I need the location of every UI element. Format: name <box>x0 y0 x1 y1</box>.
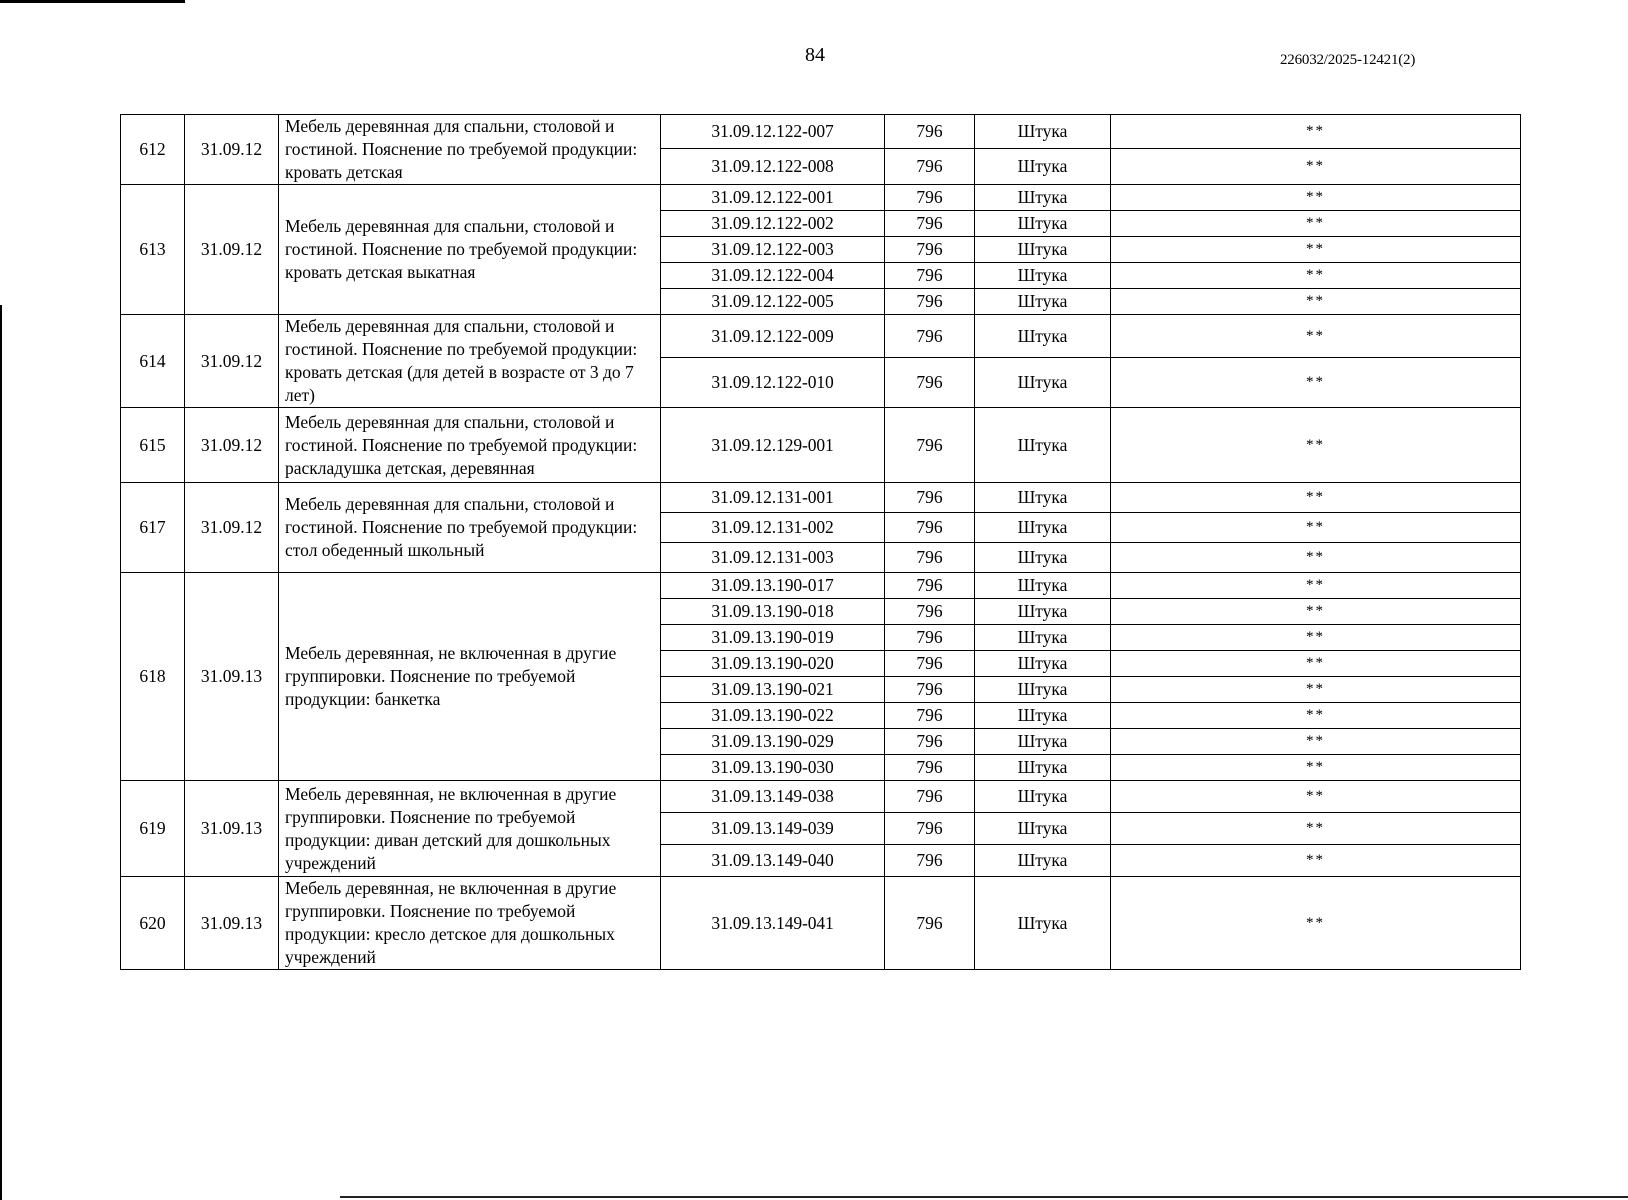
asterisk-mark-cell: ** <box>1111 263 1521 289</box>
okei-code-cell: 796 <box>885 677 975 703</box>
okei-code-cell: 796 <box>885 703 975 729</box>
asterisk-mark-cell: ** <box>1111 781 1521 813</box>
okei-code-cell: 796 <box>885 543 975 573</box>
product-catalog-table <box>120 114 1521 970</box>
table-row <box>121 315 1521 358</box>
okpd-code-cell: 31.09.12 <box>185 315 279 408</box>
product-description-cell: Мебель деревянная, не включенная в другие группировки. Пояснение по требуемой продукции: банкетка <box>279 573 661 781</box>
unit-name-cell: Штука <box>975 599 1111 625</box>
unit-name-cell: Штука <box>975 543 1111 573</box>
okei-code-cell: 796 <box>885 185 975 211</box>
okei-code-cell: 796 <box>885 358 975 408</box>
item-number-cell: 620 <box>121 877 185 970</box>
product-description-cell: Мебель деревянная для спальни, столовой и гостиной. Пояснение по требуемой продукции: кровать детская выкатная <box>279 185 661 315</box>
table-row <box>121 408 1521 483</box>
unit-name-cell: Штука <box>975 573 1111 599</box>
ktru-code-cell: 31.09.12.131-003 <box>661 543 885 573</box>
asterisk-mark-cell: ** <box>1111 149 1521 185</box>
asterisk-mark-cell: ** <box>1111 237 1521 263</box>
unit-name-cell: Штука <box>975 729 1111 755</box>
okei-code-cell: 796 <box>885 513 975 543</box>
ktru-code-cell: 31.09.13.149-038 <box>661 781 885 813</box>
asterisk-mark-cell: ** <box>1111 599 1521 625</box>
ktru-code-cell: 31.09.12.122-004 <box>661 263 885 289</box>
okei-code-cell: 796 <box>885 845 975 877</box>
asterisk-mark-cell: ** <box>1111 543 1521 573</box>
ktru-code-cell: 31.09.13.149-041 <box>661 877 885 970</box>
ktru-code-cell: 31.09.12.122-002 <box>661 211 885 237</box>
asterisk-mark-cell: ** <box>1111 315 1521 358</box>
unit-name-cell: Штука <box>975 483 1111 513</box>
scan-edge-mark-left <box>0 305 2 1200</box>
unit-name-cell: Штука <box>975 677 1111 703</box>
item-number-cell: 615 <box>121 408 185 483</box>
item-number-cell: 617 <box>121 483 185 573</box>
okei-code-cell: 796 <box>885 729 975 755</box>
asterisk-mark-cell: ** <box>1111 677 1521 703</box>
asterisk-mark-cell: ** <box>1111 813 1521 845</box>
ktru-code-cell: 31.09.13.149-039 <box>661 813 885 845</box>
okei-code-cell: 796 <box>885 651 975 677</box>
okpd-code-cell: 31.09.13 <box>185 573 279 781</box>
okei-code-cell: 796 <box>885 237 975 263</box>
item-number-cell: 612 <box>121 115 185 185</box>
okei-code-cell: 796 <box>885 625 975 651</box>
ktru-code-cell: 31.09.12.122-008 <box>661 149 885 185</box>
item-number-cell: 618 <box>121 573 185 781</box>
ktru-code-cell: 31.09.13.190-030 <box>661 755 885 781</box>
okei-code-cell: 796 <box>885 115 975 149</box>
okei-code-cell: 796 <box>885 483 975 513</box>
unit-name-cell: Штука <box>975 358 1111 408</box>
product-description-cell: Мебель деревянная для спальни, столовой и гостиной. Пояснение по требуемой продукции: кровать детская (для детей в возрасте от 3 до 7 лет) <box>279 315 661 408</box>
unit-name-cell: Штука <box>975 315 1111 358</box>
asterisk-mark-cell: ** <box>1111 573 1521 599</box>
okei-code-cell: 796 <box>885 877 975 970</box>
page-number: 84 <box>805 44 825 66</box>
okei-code-cell: 796 <box>885 263 975 289</box>
product-description-cell: Мебель деревянная для спальни, столовой и гостиной. Пояснение по требуемой продукции: стол обеденный школьный <box>279 483 661 573</box>
product-description-cell: Мебель деревянная, не включенная в другие группировки. Пояснение по требуемой продукции: кресло детское для дошкольных учреждений <box>279 877 661 970</box>
asterisk-mark-cell: ** <box>1111 289 1521 315</box>
table-row <box>121 877 1521 970</box>
ktru-code-cell: 31.09.12.131-001 <box>661 483 885 513</box>
product-description-cell: Мебель деревянная для спальни, столовой и гостиной. Пояснение по требуемой продукции: раскладушка детская, деревянная <box>279 408 661 483</box>
asterisk-mark-cell: ** <box>1111 755 1521 781</box>
unit-name-cell: Штука <box>975 211 1111 237</box>
okpd-code-cell: 31.09.12 <box>185 185 279 315</box>
item-number-cell: 613 <box>121 185 185 315</box>
asterisk-mark-cell: ** <box>1111 483 1521 513</box>
unit-name-cell: Штука <box>975 185 1111 211</box>
table-row <box>121 781 1521 813</box>
unit-name-cell: Штука <box>975 651 1111 677</box>
asterisk-mark-cell: ** <box>1111 651 1521 677</box>
scan-edge-mark-bottom <box>340 1196 1628 1198</box>
asterisk-mark-cell: ** <box>1111 625 1521 651</box>
okei-code-cell: 796 <box>885 781 975 813</box>
asterisk-mark-cell: ** <box>1111 703 1521 729</box>
ktru-code-cell: 31.09.12.129-001 <box>661 408 885 483</box>
asterisk-mark-cell: ** <box>1111 185 1521 211</box>
okei-code-cell: 796 <box>885 211 975 237</box>
table-row <box>121 573 1521 599</box>
ktru-code-cell: 31.09.12.122-005 <box>661 289 885 315</box>
okpd-code-cell: 31.09.12 <box>185 483 279 573</box>
okei-code-cell: 796 <box>885 149 975 185</box>
ktru-code-cell: 31.09.13.190-019 <box>661 625 885 651</box>
asterisk-mark-cell: ** <box>1111 729 1521 755</box>
okpd-code-cell: 31.09.12 <box>185 408 279 483</box>
product-description-cell: Мебель деревянная для спальни, столовой и гостиной. Пояснение по требуемой продукции: кровать детская <box>279 115 661 185</box>
unit-name-cell: Штука <box>975 115 1111 149</box>
table-row <box>121 185 1521 211</box>
ktru-code-cell: 31.09.13.149-040 <box>661 845 885 877</box>
unit-name-cell: Штука <box>975 289 1111 315</box>
unit-name-cell: Штука <box>975 408 1111 483</box>
scan-edge-mark-top <box>0 0 185 3</box>
asterisk-mark-cell: ** <box>1111 211 1521 237</box>
product-description-cell: Мебель деревянная, не включенная в другие группировки. Пояснение по требуемой продукции: диван детский для дошкольных учреждений <box>279 781 661 877</box>
unit-name-cell: Штука <box>975 781 1111 813</box>
unit-name-cell: Штука <box>975 845 1111 877</box>
okpd-code-cell: 31.09.12 <box>185 115 279 185</box>
ktru-code-cell: 31.09.12.122-009 <box>661 315 885 358</box>
ktru-code-cell: 31.09.12.122-007 <box>661 115 885 149</box>
ktru-code-cell: 31.09.12.122-001 <box>661 185 885 211</box>
okei-code-cell: 796 <box>885 573 975 599</box>
ktru-code-cell: 31.09.13.190-018 <box>661 599 885 625</box>
okei-code-cell: 796 <box>885 599 975 625</box>
table-row <box>121 115 1521 149</box>
unit-name-cell: Штука <box>975 625 1111 651</box>
ktru-code-cell: 31.09.13.190-017 <box>661 573 885 599</box>
unit-name-cell: Штука <box>975 513 1111 543</box>
unit-name-cell: Штука <box>975 263 1111 289</box>
ktru-code-cell: 31.09.13.190-022 <box>661 703 885 729</box>
unit-name-cell: Штука <box>975 149 1111 185</box>
unit-name-cell: Штука <box>975 755 1111 781</box>
okpd-code-cell: 31.09.13 <box>185 877 279 970</box>
asterisk-mark-cell: ** <box>1111 115 1521 149</box>
unit-name-cell: Штука <box>975 877 1111 970</box>
ktru-code-cell: 31.09.13.190-029 <box>661 729 885 755</box>
okei-code-cell: 796 <box>885 813 975 845</box>
asterisk-mark-cell: ** <box>1111 845 1521 877</box>
okei-code-cell: 796 <box>885 755 975 781</box>
table-row <box>121 483 1521 513</box>
ktru-code-cell: 31.09.12.122-010 <box>661 358 885 408</box>
asterisk-mark-cell: ** <box>1111 408 1521 483</box>
asterisk-mark-cell: ** <box>1111 877 1521 970</box>
item-number-cell: 619 <box>121 781 185 877</box>
okei-code-cell: 796 <box>885 408 975 483</box>
okei-code-cell: 796 <box>885 289 975 315</box>
ktru-code-cell: 31.09.12.131-002 <box>661 513 885 543</box>
catalog-body <box>121 115 1521 970</box>
unit-name-cell: Штука <box>975 703 1111 729</box>
unit-name-cell: Штука <box>975 237 1111 263</box>
okei-code-cell: 796 <box>885 315 975 358</box>
ktru-code-cell: 31.09.13.190-020 <box>661 651 885 677</box>
document-id: 226032/2025-12421(2) <box>1280 52 1416 68</box>
ktru-code-cell: 31.09.12.122-003 <box>661 237 885 263</box>
ktru-code-cell: 31.09.13.190-021 <box>661 677 885 703</box>
item-number-cell: 614 <box>121 315 185 408</box>
okpd-code-cell: 31.09.13 <box>185 781 279 877</box>
asterisk-mark-cell: ** <box>1111 513 1521 543</box>
asterisk-mark-cell: ** <box>1111 358 1521 408</box>
unit-name-cell: Штука <box>975 813 1111 845</box>
